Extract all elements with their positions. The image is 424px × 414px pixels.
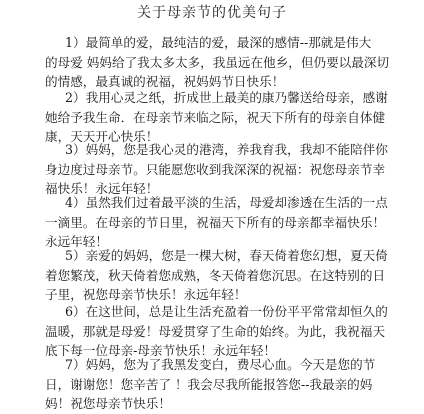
document-title: 关于母亲节的优美句子	[137, 5, 287, 21]
paragraph-7-line-3: 妈！祝您母亲节快乐！	[45, 396, 171, 411]
paragraph-5-line-1: 5）亲爱的妈妈，您是一棵大树，春天倚着您幻想，夏天倚	[65, 248, 388, 263]
paragraph-2-line-1: 2）我用心灵之纸，折成世上最美的康乃馨送给母亲，感谢	[65, 90, 388, 105]
paragraph-3-line-3: 福快乐！永远年轻！	[45, 181, 159, 196]
paragraph-3-line-2: 身边度过母亲节。只能愿您收到我深深的祝福：祝您母亲节幸	[45, 161, 386, 177]
paragraph-1-line-1: 1）最简单的爱，最纯洁的爱，最深的感情--那就是伟大	[65, 35, 372, 50]
paragraph-2-line-3: 康，天天开心快乐！	[45, 129, 159, 144]
paragraph-5-line-3: 子里，祝您母亲节快乐！永远年轻！	[45, 287, 247, 302]
paragraph-7	[45, 355, 375, 414]
paragraph-5	[45, 246, 388, 305]
paragraph-3-line-1: 3）妈妈，您是我心灵的港湾，养我育我，我却不能陪伴你	[65, 142, 388, 157]
paragraph-2	[45, 88, 388, 147]
paragraph-7-line-1: 7）妈妈，您为了我黑发变白，费尽心血。今天是您的节	[65, 357, 376, 372]
paragraph-6-line-3: 底下每一位母亲-母亲节快乐！永远年轻！	[45, 343, 276, 358]
paragraph-1-line-3: 的情感，最真诚的祝福，祝妈妈节日快乐！	[45, 74, 285, 89]
paragraph-6-line-2: 温暖，那就是母爱！母爱贯穿了生命的始终。为此，我祝福天	[45, 323, 386, 339]
paragraph-4-line-2: 一滴里。在母亲的节日里，祝福天下所有的母亲都幸福快乐！	[45, 214, 386, 230]
paragraph-3	[45, 140, 388, 199]
paragraph-1	[45, 33, 389, 92]
paragraph-4	[45, 193, 388, 252]
paragraph-2-line-2: 她给予我生命．在母亲节来临之际，祝天下所有的母亲自体健	[45, 109, 386, 125]
paragraph-6-line-1: 6）在这世间，总是让生活充盈着一份份平平常常却恒久的	[65, 304, 388, 319]
paragraph-1-line-2: 的母爱 妈妈给了我太多太多，我虽远在他乡，但仍要以最深切	[45, 54, 390, 70]
paragraph-6	[45, 302, 388, 361]
paragraph-4-line-3: 永远年轻！	[45, 234, 108, 249]
paragraph-7-line-2: 日，谢谢您！您辛苦了 ！我会尽我所能报答您--我最亲的妈	[45, 376, 373, 392]
paragraph-4-line-1: 4）虽然我们过着最平淡的生活，母爱却渗透在生活的一点	[65, 195, 388, 210]
paragraph-5-line-2: 着您繁茂，秋天倚着您成熟，冬天倚着您沉思。在这特别的日	[45, 267, 386, 283]
